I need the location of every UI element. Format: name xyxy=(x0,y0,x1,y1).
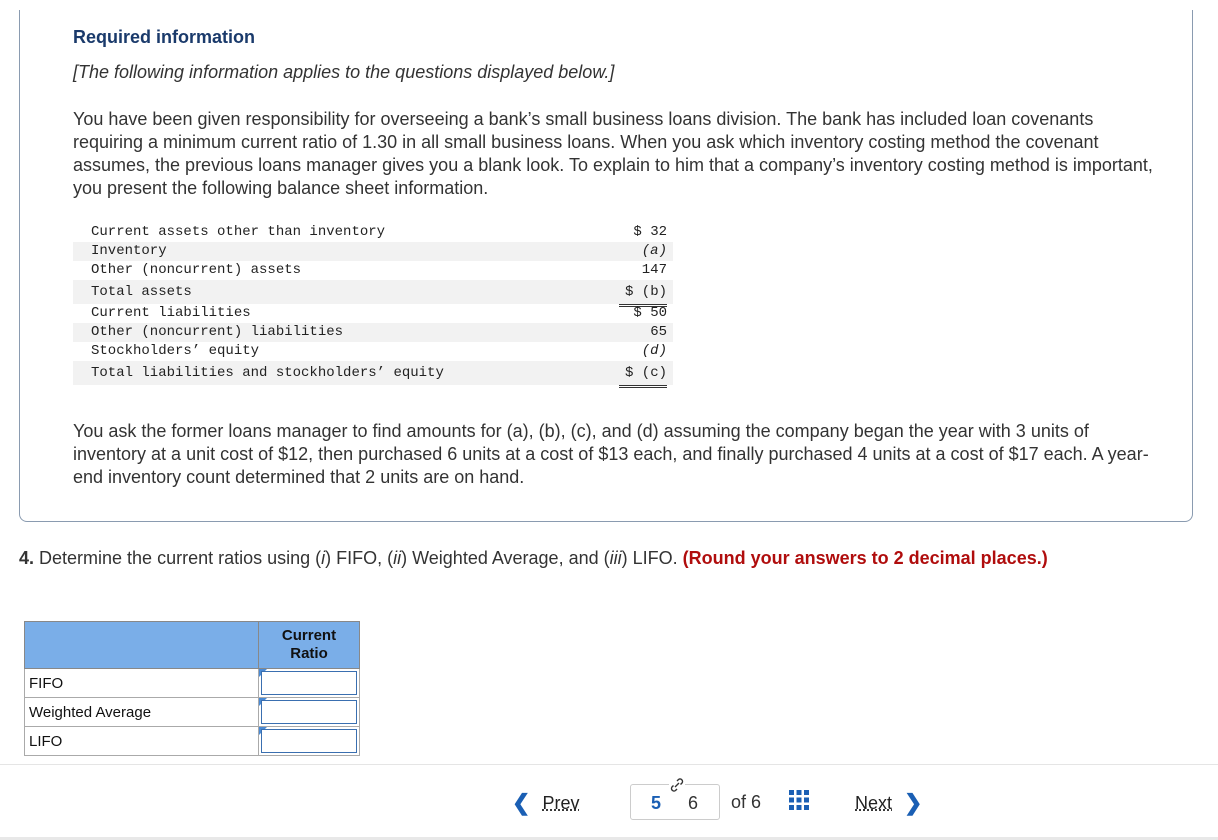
row-value: 147 xyxy=(641,262,667,278)
intro-paragraph: You have been given responsibility for overseeing a bank’s small business loans division. The bank has included loan covenants requiring a minimum current ratio of 1.30 in all small business loans. When you ask which inventory costing method the covenant assumes, the previous loans manager gives you a blank look. To explain to him that a company’s inventory costing method is important, you present the following balance sheet information. xyxy=(73,109,1153,198)
question-part: ) Weighted Average, and ( xyxy=(401,548,610,568)
row-label: Inventory xyxy=(91,243,167,259)
question-part: ) FIFO, ( xyxy=(325,548,394,568)
lifo-ratio-input[interactable] xyxy=(261,729,357,753)
scenario-paragraph: You ask the former loans manager to find amounts for (a), (b), (c), and (d) assuming the company began the year with 3 units of inventory at a unit cost of $12, then purchased 6 units at a cost of $13 each, and finally purchased 4 units at a cost of $17 each. A year-end inventory count determined that 2 units are on hand. xyxy=(73,421,1149,487)
page-count: of 6 xyxy=(731,792,762,812)
question-text xyxy=(19,548,1048,569)
row-value: (a) xyxy=(641,243,667,259)
question-part: Determine the current ratios using ( xyxy=(34,548,322,568)
balance-sheet-row xyxy=(73,261,673,280)
required-information-title: Required information xyxy=(73,27,256,47)
table-row xyxy=(25,698,360,727)
row-label: Total liabilities and stockholders’ equity xyxy=(91,365,444,381)
question-part: i xyxy=(321,548,326,568)
row-value: $ (c) xyxy=(624,365,667,381)
question-number: 4. xyxy=(19,548,35,568)
row-value: $ 50 xyxy=(633,305,667,321)
input-cell xyxy=(259,727,360,756)
current-ratio-header xyxy=(259,622,360,669)
header-line: Current xyxy=(281,627,337,644)
question-part: iii xyxy=(609,548,622,568)
chevron-right-icon: ❯ xyxy=(904,790,923,815)
page-selector[interactable] xyxy=(630,784,720,820)
question-part: ) LIFO. xyxy=(621,548,683,568)
next-button[interactable] xyxy=(845,784,950,822)
row-label-lifo: LIFO xyxy=(25,727,259,756)
row-label: Current liabilities xyxy=(91,305,251,321)
divider xyxy=(0,764,1218,765)
row-label-fifo: FIFO xyxy=(25,669,259,698)
balance-sheet xyxy=(73,223,673,385)
prev-button[interactable] xyxy=(500,784,610,822)
next-label: Next xyxy=(855,792,893,813)
weighted-average-ratio-input[interactable] xyxy=(261,700,357,724)
row-label: Other (noncurrent) liabilities xyxy=(91,324,344,340)
blank-header-cell xyxy=(25,622,259,669)
current-page-number: 5 xyxy=(651,793,662,813)
row-label-weighted-average: Weighted Average xyxy=(25,698,259,727)
input-cell xyxy=(259,669,360,698)
balance-sheet-row xyxy=(73,323,673,342)
balance-sheet-row xyxy=(73,342,673,361)
next-page-number[interactable]: 6 xyxy=(688,793,699,813)
answer-table xyxy=(24,621,360,756)
rounding-instruction: (Round your answers to 2 decimal places.) xyxy=(682,548,1048,568)
row-value: $ 32 xyxy=(633,224,667,240)
balance-sheet-row xyxy=(73,223,673,242)
balance-sheet-row xyxy=(73,280,673,304)
row-label: Current assets other than inventory xyxy=(91,224,386,240)
row-value: (d) xyxy=(641,343,667,359)
row-label: Stockholders’ equity xyxy=(91,343,260,359)
table-row xyxy=(25,669,360,698)
balance-sheet-row xyxy=(73,304,673,323)
link-icon xyxy=(669,777,685,793)
table-row xyxy=(25,727,360,756)
row-label: Total assets xyxy=(91,284,192,300)
information-subtitle: [The following information applies to the questions displayed below.] xyxy=(73,62,615,82)
input-cell xyxy=(259,698,360,727)
question-part: ii xyxy=(393,548,402,568)
row-value: $ (b) xyxy=(624,284,667,300)
prev-label: Prev xyxy=(542,792,580,813)
balance-sheet-row xyxy=(73,242,673,261)
balance-sheet-row xyxy=(73,361,673,385)
fifo-ratio-input[interactable] xyxy=(261,671,357,695)
grid-icon[interactable] xyxy=(789,790,809,810)
chevron-left-icon: ❮ xyxy=(512,790,531,815)
row-label: Other (noncurrent) assets xyxy=(91,262,302,278)
header-line: Ratio xyxy=(290,645,328,662)
row-value: 65 xyxy=(650,324,667,340)
